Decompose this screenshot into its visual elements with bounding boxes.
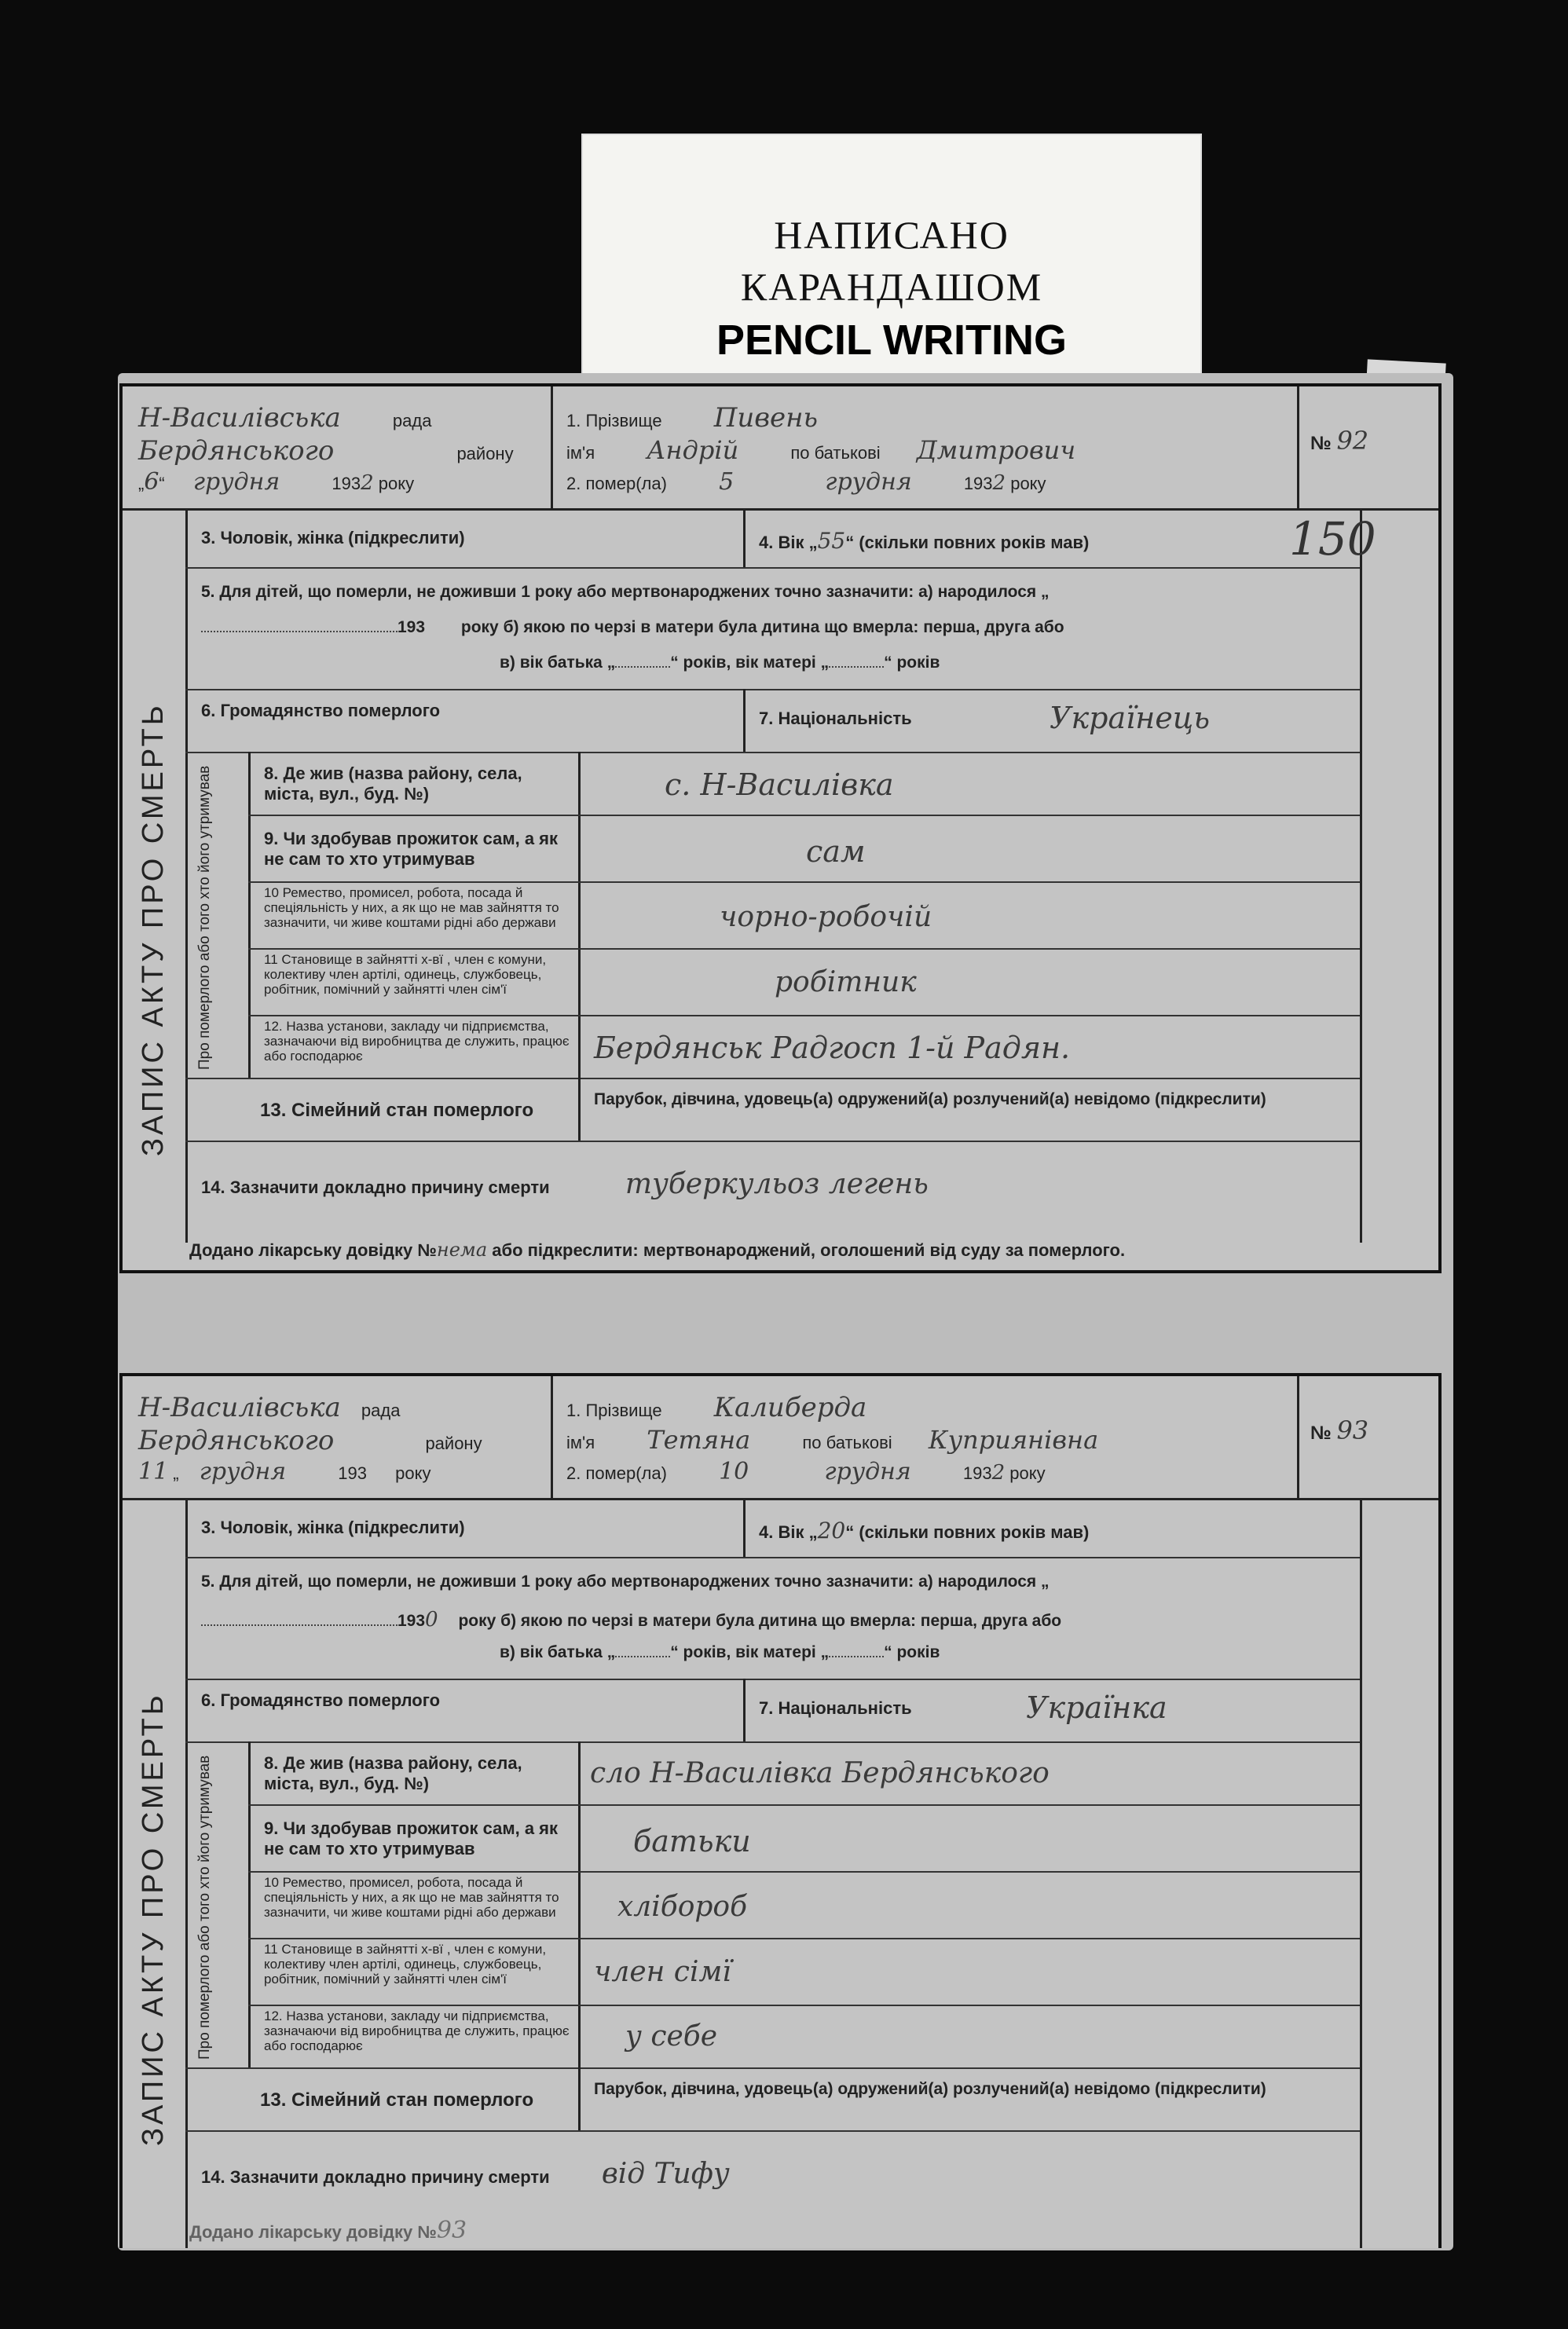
- nationality-value: Українець: [1050, 701, 1211, 735]
- side-subtitle: Про померлого або того хто його утримував: [196, 765, 213, 1070]
- number-label-2: №: [1310, 1423, 1332, 1444]
- q14-cause-label: 14. Зазначити докладно причину смерти: [201, 1177, 550, 1197]
- age-value: 55: [817, 528, 846, 554]
- reg-day: 6: [144, 468, 159, 496]
- died-day-2: 10: [719, 1458, 749, 1485]
- patronymic-label-2: по батькові: [802, 1433, 892, 1452]
- margin-number: 150: [1289, 512, 1376, 566]
- cert-value: нема: [436, 1239, 488, 1261]
- side-title-2: ЗАПИС АКТУ ПРО СМЕРТЬ: [137, 1692, 170, 2146]
- note-line-2: КАРАНДАШОМ: [740, 265, 1043, 309]
- roku-label-2: року: [395, 1463, 431, 1483]
- died-roku-label-2: року: [1009, 1463, 1046, 1483]
- age-value-2: 20: [817, 1518, 846, 1544]
- died-day: 5: [719, 468, 735, 496]
- q5-mother: “ років, вік матері „: [670, 654, 830, 672]
- institution-value: Бердянськ Радгосп 1-й Радян.: [594, 1031, 1071, 1065]
- q3-sex: 3. Чоловік, жінка (підкреслити): [201, 528, 465, 547]
- patronymic-value-2: Куприянівна: [928, 1425, 1099, 1455]
- patronymic-value: Дмитрович: [916, 435, 1076, 465]
- number-label: №: [1310, 433, 1332, 454]
- q5-line-b-2: року б) якою по черзі в матери була дитина що вмерла: перша, друга або: [458, 1612, 1062, 1630]
- residence-value-2: сло Н-Василівка Бердянського: [590, 1757, 1050, 1789]
- died-year-prefix: 193: [963, 474, 993, 493]
- q11-position: 11 Становище в зайнятті х-вї , член є комуни, колективу член артілі, одинець, службовець, робітник, помічний у зайнятті член сім'ї: [264, 952, 547, 997]
- position-value: робітник: [775, 966, 917, 998]
- institution-value-2: у себе: [625, 2020, 718, 2053]
- occupation-value-2: хлібороб: [617, 1891, 748, 1923]
- name-label-2: ім'я: [566, 1433, 595, 1452]
- death-record-card-2: Н-Василівська рада Бердянського району 11 „ грудня 193 року 1. Прізвище Калиберда ім'я Тетяна по батькові Куприянівна 2. помер(ла) 10 грудня 1932 року № 93 ЗАПИС АКТУ ПРО СМЕРТЬ Про померлого або того хто його утримував 3. Чоловік, жінка (підкреслити) 4. Вік „20“ (скільки повних років мав) 5. Для дітей, що померли, не доживши 1 року або мертвонароджених точно зазначити: а) народилося „ 1930 року б) якою по черзі в матери була дитина що вмерла: перша, друга або в) вік батька „ “ років, вік матері „ “ років 6. Громадянство померлого 7. Національність Українка 8. Де жив (назва району, села, міста, вул., буд. №) сло Н-Василівка Бердянського 9. Чи здобував прожиток сам, а як не сам то хто утримував батьки 10 Ремество, промисел, робота, посада й спеціяльність у них, а як що не мав зайняття то зазначити, чи живе коштами рідні або держави хлібороб 11 Становище в зайнятті х-вї , член є комуни, колективу член артілі, одинець, службовець, робітник, помічний у зайнятті член сім'ї член сімї 12. Назва установи, закладу чи підприємства, зазначаючи від виробництва де служить, працює або господарює у себе 13. Сімейний стан померлого Парубок, дівчина, удовець(а) одружений(а) розлучений(а) невідомо (підкреслити) 14. Зазначити докладно причину смерти від Тифу Додано лікарську довідку №93: [119, 1373, 1442, 2248]
- died-year-prefix-2: 193: [962, 1463, 992, 1483]
- died-label-2: 2. помер(ла): [566, 1463, 667, 1483]
- q5-year-2: 193: [397, 1612, 426, 1630]
- q5-line-a: 5. Для дітей, що померли, не доживши 1 року або мертвонароджених точно зазначити: а) народилося „: [201, 583, 1050, 601]
- child-year-2: 0: [425, 1608, 438, 1631]
- rada-label: рада: [392, 411, 432, 430]
- surname-value: Пивень: [713, 402, 819, 434]
- died-month-2: грудня: [824, 1458, 911, 1485]
- died-year-2: 2: [991, 1461, 1006, 1485]
- name-value-2: Тетяна: [647, 1425, 751, 1455]
- reg-year: 2: [361, 471, 374, 495]
- q13-marital: 13. Сімейний стан померлого: [260, 1100, 534, 1121]
- q4-suffix: “ (скільки повних років мав): [845, 533, 1090, 552]
- death-record-card-1: Н-Василівська рада Бердянського району „6“ грудня 1932 року 1. Прізвище Пивень ім'я Андрій по батькові Дмитрович 2. помер(ла) 5 грудня 1932 року № 92 ЗАПИС АКТУ ПРО СМЕРТЬ Про померлого або того хто його утримував 3. Чоловік, жінка (підкреслити) 4. Вік „55“ (скільки повних років мав) 150 5. Для дітей, що померли, не доживши 1 року або мертвонароджених точно зазначити: а) народилося „ 193 року б) якою по черзі в матери була дитина що вмерла: перша, друга або в) вік батька „ “ років, вік матері „ “ років 6. Громадянство померлого 7. Національність Українець 8. Де жив (назва району, села, міста, вул., буд. №) с. Н-Василівка 9. Чи здобував прожиток сам, а як не сам то хто утримував сам 10 Ремество, промисел, робота, посада й спеціяльність у них, а як що не мав зайняття то зазначити, чи живе коштами рідні або держави чорно-робочій 11 Становище в зайнятті х-вї , член є комуни, колективу член артілі, одинець, службовець, робітник, помічний у зайнятті член сім'ї робітник 12. Назва установи, закладу чи підприємства, зазначаючи від виробництва де служить, працює або господарює Бердянськ Радгосп 1-й Радян. 13. Сімейний стан померлого Парубок, дівчина, удовець(а) одружений(а) розлучений(а) невідомо (підкреслити) 14. Зазначити докладно причину смерти туберкульоз легень Додано лікарську довідку №нема або підкреслити: мертвонароджений, оголошений від суду за померлого.: [119, 383, 1442, 1273]
- q6-citizenship-2: 6. Громадянство померлого: [201, 1690, 441, 1710]
- side-subtitle-2: Про померлого або того хто його утримував: [196, 1755, 213, 2060]
- name-value: Андрій: [647, 435, 739, 465]
- support-value: сам: [806, 834, 866, 869]
- raion-value-2: Бердянського: [138, 1425, 335, 1456]
- died-roku-label: року: [1010, 474, 1046, 493]
- q12-institution-2: 12. Назва установи, закладу чи підприємства, зазначаючи від виробництва де служить, працює або господарює: [264, 2009, 570, 2053]
- raion-label: району: [456, 444, 514, 463]
- reg-month: грудня: [192, 468, 280, 496]
- raion-label-2: району: [425, 1434, 482, 1453]
- roku-label: року: [378, 474, 415, 493]
- nationality-value-2: Українка: [1026, 1690, 1167, 1725]
- q5-line-a-2: 5. Для дітей, що померли, не доживши 1 року або мертвонароджених точно зазначити: а) народилося „: [201, 1573, 1050, 1591]
- q5-mother-2: “ років, вік матері „: [670, 1643, 830, 1661]
- q10-occupation-2: 10 Ремество, промисел, робота, посада й спеціяльність у них, а як що не мав зайняття то зазначити, чи живе коштами рідні або держави: [264, 1875, 559, 1920]
- q4-label: 4. Вік „: [759, 533, 818, 552]
- cert-value-2: 93: [436, 2217, 467, 2244]
- q15-cert-label-2: Додано лікарську довідку №: [189, 2222, 437, 2242]
- name-label: ім'я: [566, 443, 595, 463]
- q15-cert-label: Додано лікарську довідку №: [189, 1240, 437, 1260]
- raion-value: Бердянського: [138, 435, 335, 467]
- pencil-writing-label: [581, 134, 1202, 393]
- record-number-2: 93: [1336, 1415, 1369, 1445]
- q5-year: 193: [397, 618, 426, 636]
- reg-day-2: 11: [138, 1458, 169, 1485]
- occupation-value: чорно-робочій: [720, 901, 932, 933]
- surname-label: 1. Прізвище: [566, 411, 662, 430]
- q13-marital-2: 13. Сімейний стан померлого: [260, 2089, 534, 2111]
- q8-residence-2: 8. Де жив (назва району, села, міста, вул., буд. №): [264, 1753, 522, 1793]
- q9-support: 9. Чи здобував прожиток сам, а як не сам то хто утримував: [264, 829, 559, 869]
- position-value-2: член сімї: [594, 1956, 731, 1988]
- surname-value-2: Калиберда: [713, 1392, 867, 1423]
- q13-options: Парубок, дівчина, удовець(а) одружений(а) розлучений(а) невідомо (підкреслити): [594, 1090, 1266, 1108]
- reg-year-prefix: 193: [332, 474, 361, 493]
- record-number: 92: [1336, 426, 1369, 456]
- note-line-3: PENCIL WRITING: [716, 317, 1067, 364]
- surname-label-2: 1. Прізвище: [566, 1401, 662, 1420]
- q5-line-b: року б) якою по черзі в матери була дитина що вмерла: перша, друга або: [460, 618, 1064, 636]
- q11-position-2: 11 Становище в зайнятті х-вї , член є комуни, колективу член артілі, одинець, службовець, робітник, помічний у зайнятті член сім'ї: [264, 1942, 547, 1987]
- q5-father: в) вік батька „: [500, 654, 616, 672]
- q10-occupation: 10 Ремество, промисел, робота, посада й спеціяльність у них, а як що не мав зайняття то зазначити, чи живе коштами рідні або держави: [264, 885, 559, 930]
- died-year: 2: [992, 471, 1006, 495]
- reg-month-2: грудня: [199, 1458, 287, 1485]
- reg-year-prefix-2: 193: [338, 1463, 367, 1483]
- q5-years-2: “ років: [884, 1643, 940, 1661]
- support-value-2: батьки: [633, 1824, 751, 1858]
- q6-citizenship: 6. Громадянство померлого: [201, 701, 441, 720]
- cause-value-2: від Тифу: [601, 2158, 730, 2190]
- rada-label-2: рада: [361, 1401, 401, 1420]
- died-label: 2. помер(ла): [566, 474, 667, 493]
- q4-label-2: 4. Вік „: [759, 1522, 818, 1542]
- q8-residence: 8. Де жив (назва району, села, міста, вул., буд. №): [264, 764, 522, 804]
- q14-cause-label-2: 14. Зазначити докладно причину смерти: [201, 2167, 550, 2187]
- q7-nationality-2: 7. Національність: [759, 1698, 912, 1718]
- q12-institution: 12. Назва установи, закладу чи підприємства, зазначаючи від виробництва де служить, працює або господарює: [264, 1019, 570, 1064]
- q9-support-2: 9. Чи здобував прожиток сам, а як не сам то хто утримував: [264, 1818, 559, 1858]
- q15-options: або підкреслити: мертвонароджений, оголошений від суду за померлого.: [492, 1240, 1126, 1260]
- q7-nationality: 7. Національність: [759, 709, 912, 728]
- side-title: ЗАПИС АКТУ ПРО СМЕРТЬ: [137, 702, 170, 1156]
- rada-value-2: Н-Василівська: [138, 1392, 341, 1423]
- cause-value: туберкульоз легень: [625, 1168, 929, 1200]
- q5-years: “ років: [884, 654, 940, 672]
- rada-value: Н-Василівська: [138, 402, 341, 434]
- q5-father-2: в) вік батька „: [500, 1643, 616, 1661]
- q13-options-2: Парубок, дівчина, удовець(а) одружений(а) розлучений(а) невідомо (підкреслити): [594, 2080, 1266, 2098]
- residence-value: с. Н-Василівка: [665, 767, 894, 802]
- q4-suffix-2: “ (скільки повних років мав): [845, 1522, 1090, 1542]
- died-month: грудня: [825, 468, 912, 496]
- q3-sex-2: 3. Чоловік, жінка (підкреслити): [201, 1518, 465, 1537]
- note-line-1: НАПИСАНО: [774, 213, 1009, 257]
- patronymic-label: по батькові: [790, 443, 881, 463]
